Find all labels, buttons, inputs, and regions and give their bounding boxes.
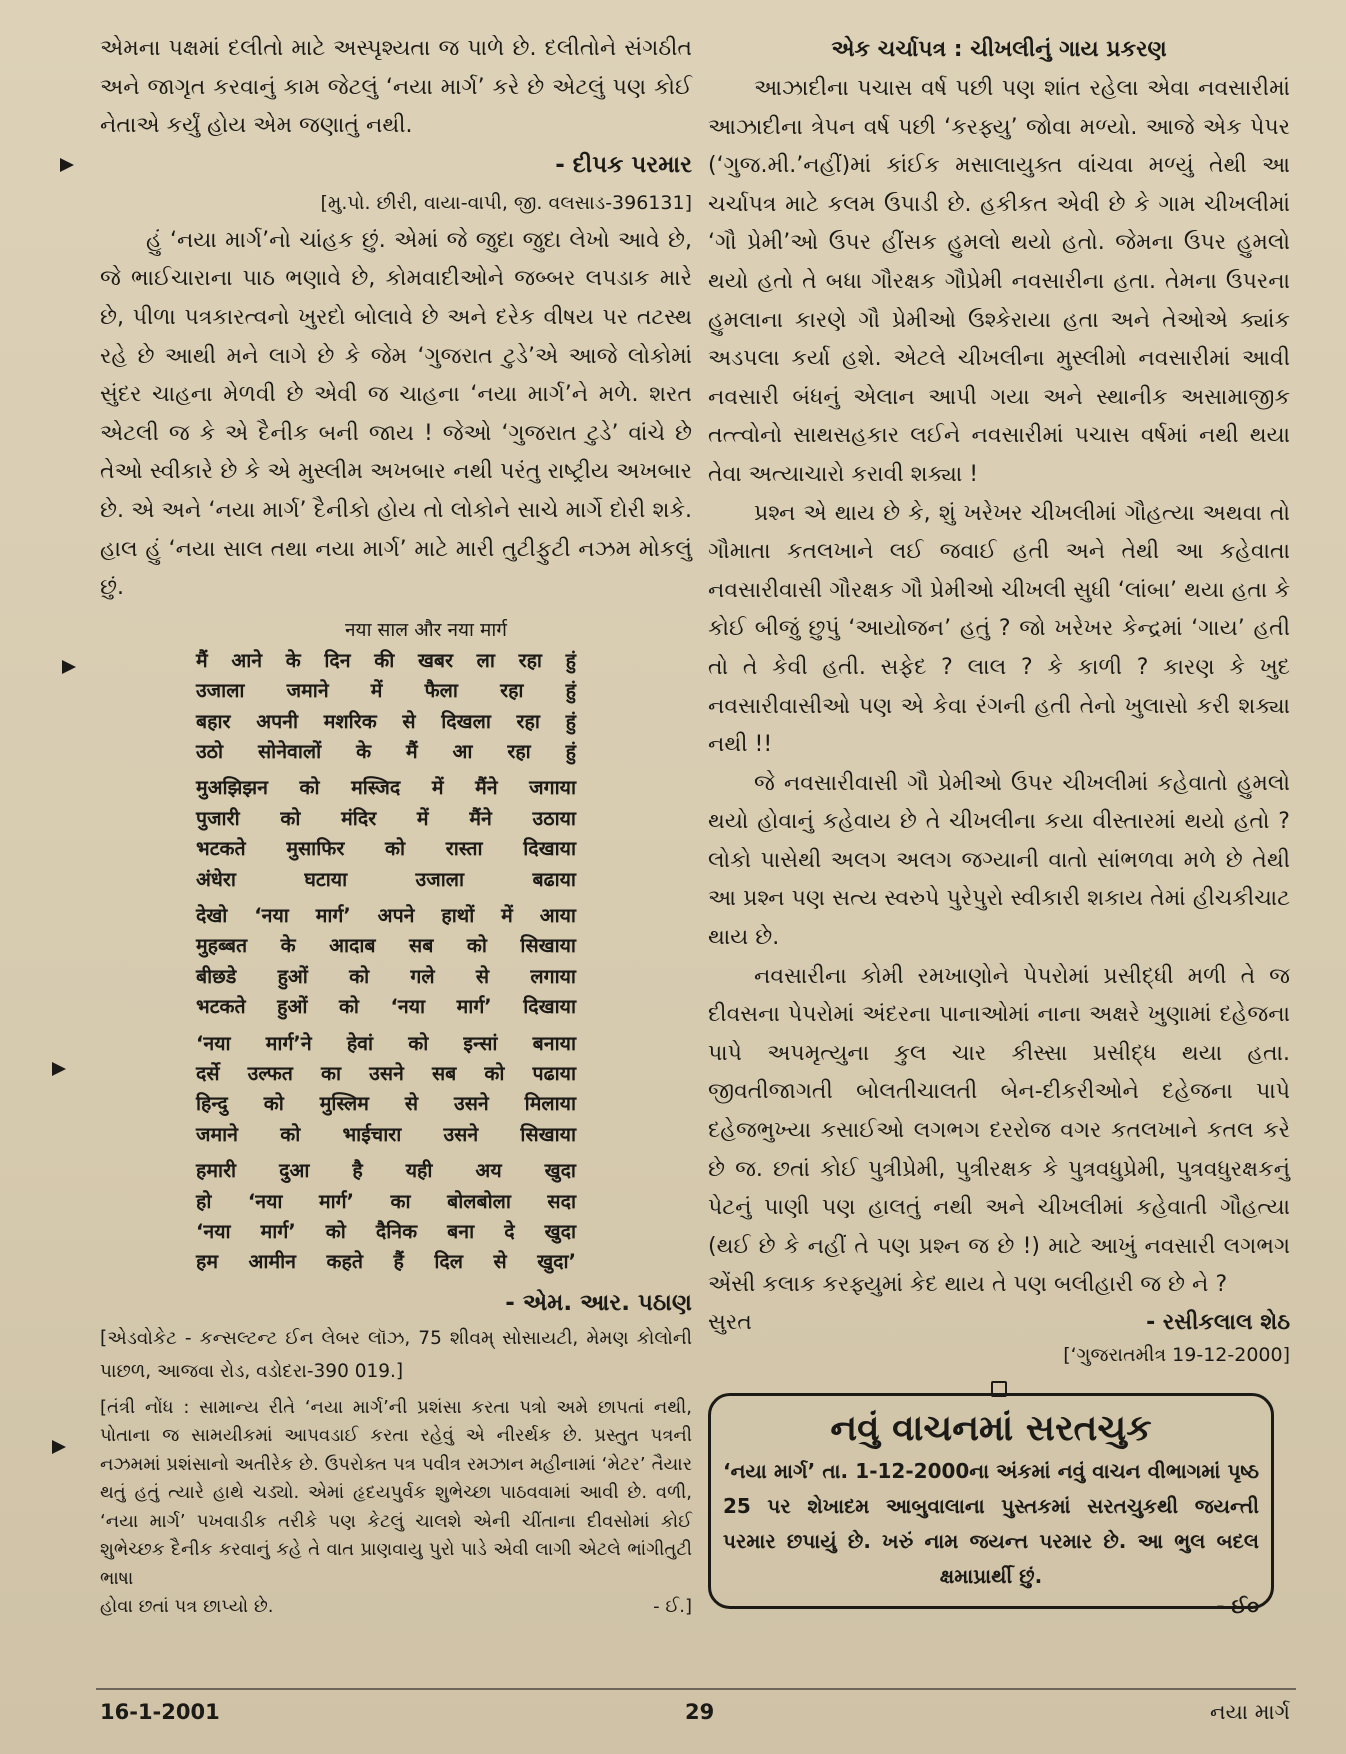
poem-stanza	[196, 773, 576, 895]
poem-line: जमाने को भाईचारा उसने सिखाया	[196, 1122, 576, 1146]
poem-stanza	[196, 901, 576, 1023]
poem-line: हिन्दु को मुस्लिम से उसने मिलाया	[196, 1092, 576, 1116]
bullet-arrow-icon	[52, 1440, 66, 1454]
bullet-arrow-icon	[60, 158, 74, 172]
article-paragraph: પ્રશ્ન એ થાય છે કે, શું ખરેખર ચીખલીમાં ગૌહત્યા અથવા તો ગૌમાતા કતલખાને લઈ જવાઈ હતી અને તેથી આ કહેવાતા નવસારીવાસી ગૌરક્ષક ગૌ પ્રેમીઓ ચીખલી સુધી ‘લાંબા’ થયા હતા કે કોઈ બીજું છુપું ‘આયોજન’ હતું ? જો ખરેખર કેન્દ્રમાં ‘ગાય’ હતી તો તે કેવી હતી. સફેદ ? લાલ ? કે કાળી ? કારણ કે ખુદ નવસારીવાસીઓ પણ એ કેવા રંગની હતી તેનો ખુલાસો કરી શક્યા નથી !!	[708, 500, 1290, 758]
poem-line: मैं आने के दिन की खबर ला रहा हुं	[196, 648, 576, 672]
editor-note-text: [તંત્રી નોંધ : સામાન્ય રીતે ‘નયા માર્ગ’ની પ્રશંસા કરતા પત્રો અમે છાપતાં નથી, પોતાના જ સામયીકમાં આપવડાઈ કરતા રહેવું એ નીરર્થક છે. પ્રસ્તુત પત્રની નઝમમાં પ્રશંસાનો અતીરેક છે. ઉપરોક્ત પત્ર પવીત્ર રમઝાન મહીનામાં ‘મેટર’ તૈયાર થતું હતું ત્યારે હાથે ચડ્યો. એમાં હૃદયપુર્વક શુભેચ્છા પાઠવવામાં આવી છે. વળી, ‘નયા માર્ગ’ પખવાડીક તરીકે પણ કેટલું ચાલશે એની ચીંતાના દીવસોમાં કોઈ શુભેચ્છક દૈનીક કરવાનું કહે તે વાત પ્રાણવાયુ પુરો પાડે એવી લાગી એટલે ભાંગીતુટી ભાષા	[100, 1396, 692, 1589]
article-paragraph: આઝાદીના પચાસ વર્ષ પછી પણ શાંત રહેલા એવા નવસારીમાં આઝાદીના ત્રેપન વર્ષ પછી ‘કરફ્યુ’ જોવા મળ્યો. આજે એક પેપર (‘ગુજ.મી.’નહીં)માં કાંઈક મસાલાયુક્ત વાંચવા મળ્યું તેથી આ ચર્ચાપત્ર માટે કલમ ઉપાડી છે. હકીકત એવી છે કે ગામ ચીખલીમાં ‘ગૌ પ્રેમી’ઓ ઉપર હીંસક હુમલો થયો હતો. જેમના ઉપર હુમલો થયો હતો તે બધા ગૌરક્ષક ગૌપ્રેમી નવસારીના હતા. તેમના ઉપરના હુમલાના કારણે ગૌ પ્રેમીઓ ઉશ્કેરાયા હતા અને તેઓએ ક્યાંક અડપલા કર્યા હશે. એટલે ચીખલીના મુસ્લીમો નવસારીમાં આવી નવસારી બંધનું એલાન આપી ગયા અને સ્થાનીક અસામાજીક તત્ત્વોનો સાથસહકાર લઈને નવસારીમાં પચાસ વર્ષમાં નથી થયા તેવા અત્યાચારો કરાવી શક્યા !	[708, 76, 1290, 487]
right-column	[708, 30, 1290, 1397]
poem-line: ‘नया मार्ग’ने हेवां को इन्सां बनाया	[196, 1031, 576, 1055]
poem-line: ‘नया मार्ग’ को दैनिक बना दे खुदा	[196, 1220, 576, 1244]
poem-line: बीछडे हुओं को गले से लगाया	[196, 964, 576, 988]
poem-line: मुअझिझन को मस्जिद में मैंने जगाया	[196, 776, 576, 800]
footer-divider	[96, 1688, 1296, 1690]
poem-line: बहार अपनी मशरिक से दिखला रहा हुं	[196, 709, 576, 733]
left-column	[100, 30, 692, 1622]
poem-line: हमारी दुआ है यही अय खुदा	[196, 1159, 576, 1183]
notice-body: ‘નયા માર્ગ’ તા. 1-12-2000ના અંકમાં નવું વાચન વીભાગમાં પૃષ્ઠ 25 પર શેખાદમ આબુવાલાના પુસ્તકમાં સરતચુકથી જયન્તી પરમાર છપાયું છે. ખરું નામ જયન્ત પરમાર છે. આ ભુલ બદલ ક્ષમાપ્રાર્થી છું.	[723, 1459, 1259, 1588]
editor-note-end	[100, 1593, 692, 1622]
article-paragraph: જે નવસારીવાસી ગૌ પ્રેમીઓ ઉપર ચીખલીમાં કહેવાતો હુમલો થયો હોવાનું કહેવાય છે તે ચીખલીના કયા વીસ્તારમાં થયો હતો ? લોકો પાસેથી અલગ અલગ જગ્યાની વાતો સાંભળવા મળે છે તેથી આ પ્રશ્ન પણ સત્ય સ્વરુપે પુરેપુરો સ્વીકારી શકાય તેમાં હીચકીચાટ થાય છે.	[708, 770, 1290, 951]
signature-line	[708, 1305, 1290, 1341]
bullet-arrow-icon	[52, 1062, 66, 1076]
signature-pathan: - એમ. આર. પઠાણ	[505, 1289, 692, 1316]
notice-title: નવું વાચનમાં સરતચુક	[830, 1408, 1152, 1449]
address-deepak: [મુ.પો. છીરી, વાયા-વાપી, જી. વલસાડ-396131]	[320, 191, 692, 214]
city-name: સુરત	[708, 1310, 752, 1335]
notice-signature: - ઈ૦	[1216, 1594, 1259, 1618]
poem-line: भटकते मुसाफिर को रास्ता दिखाया	[196, 837, 576, 861]
poem-line: पुजारी को मंदिर में मैंने उठाया	[196, 806, 576, 830]
letter-pathan: હું ‘નયા માર્ગ’નો ચાંહક છું. એમાં જે જુદા જુદા લેખો આવે છે, જે ભાઈચારાના પાઠ ભણાવે છે, કોમવાદીઓને જબ્બર લપડાક મારે છે, પીળા પત્રકારત્વનો ખુરદો બોલાવે છે અને દરેક વીષય પર તટસ્થ રહે છે આથી મને લાગે છે કે જેમ ‘ગુજરાત ટુડે’એ આજે લોકોમાં સુંદર ચાહના મેળવી છે એવી જ ચાહના ‘નયા માર્ગ’ને મળે. શરત એટલી જ કે એ દૈનીક બની જાય ! જેઓ ‘ગુજરાત ટુડે’ વાંચે છે તેઓ સ્વીકારે છે કે એ મુસ્લીમ અખબાર નથી પરંતુ રાષ્ટ્રીય અખબાર છે. એ અને ‘નયા માર્ગ’ દૈનીકો હોય તો લોકોને સાચે માર્ગે દોરી શકે. હાલ હું ‘નયા સાલ તથા નયા માર્ગ’ માટે મારી તુટીફુટી નઝમ મોકલું છું.	[100, 227, 692, 601]
poem-line: भटकते हुओं को ‘नया मार्ग’ दिखाया	[196, 995, 576, 1019]
poem-line: हो ‘नया मार्ग’ का बोलबोला सदा	[196, 1189, 576, 1213]
signature-deepak: - દીપક પરમાર	[555, 151, 692, 178]
poem-stanza	[196, 646, 576, 768]
letter-continuation: એમના પક્ષમાં દલીતો માટે અસ્પૃશ્યતા જ પાળે છે. દલીતોને સંગઠીત અને જાગૃત કરવાનું કામ જેટલું ‘નયા માર્ગ’ કરે છે એટલું પણ કોઈ નેતાએ કર્યું હોય એમ જણાતું નથી.	[100, 36, 692, 139]
poem-line: मुहब्बत के आदाब सब को सिखाया	[196, 934, 576, 958]
address-pathan: [એડવોકેટ - કન્સલ્ટન્ટ ઈન લેબર લૉઝ, 75 શીવમ્ સોસાયટી, મેમણ કોલોની પાછળ, આજવા રોડ, વડોદરા-390 019.]	[100, 1327, 692, 1382]
signature-rasiklal: - રસીકલાલ શેઠ	[1146, 1310, 1290, 1335]
poem-line: उजाला जमाने में फैला रहा हुं	[196, 679, 576, 703]
poem-line: अंधेरा घटाया उजाला बढाया	[196, 867, 576, 891]
bullet-arrow-icon	[62, 660, 76, 674]
poem	[196, 646, 576, 1278]
footer-date: 16-1-2001	[100, 1700, 220, 1724]
editor-note-signature: - ઈ.]	[653, 1596, 692, 1618]
poem-line: दर्से उल्फत का उसने सब को पढाया	[196, 1062, 576, 1085]
poem-line: उठो सोनेवालों के मैं आ रहा हुं	[196, 739, 576, 763]
poem-title: नया साल और नया मार्ग	[345, 618, 507, 641]
poem-line: देखो ‘नया मार्ग’ अपने हाथों में आया	[196, 903, 576, 927]
poem-stanza	[196, 1156, 576, 1278]
source-citation: [‘ગુજરાતમીત્ર 19-12-2000]	[1063, 1344, 1290, 1366]
editor-note-last-line: હોવા છતાં પત્ર છાપ્યો છે.	[100, 1596, 274, 1618]
poem-line: हम आमीन कहते हैं दिल से खुदा’	[196, 1250, 576, 1274]
article-paragraph: નવસારીના કોમી રમખાણોને પેપરોમાં પ્રસીદ્ધી મળી તે જ દીવસના પેપરોમાં અંદરના પાનાઓમાં નાના અક્ષરે ખુણામાં દહેજના પાપે અપમૃત્યુના કુલ ચાર કીસ્સા પ્રસીદ્ધ થયા હતા. જીવતીજાગતી બોલતીચાલતી બેન-દીકરીઓને દહેજના પાપે દહેજભુખ્યા કસાઈઓ લગભગ દરરોજ વગર કતલખાને કતલ કરે છે જ. છતાં કોઈ પુત્રીપ્રેમી, પુત્રીરક્ષક કે પુત્રવધુપ્રેમી, પુત્રવધુરક્ષકનું પેટનું પાણી પણ હાલતું નથી અને ચીખલીમાં કહેવાતી ગૌહત્યા (થઈ છે કે નહીં તે પણ પ્રશ્ન જ છે !) માટે આખું નવસારી લગભગ એંસી કલાક કરફ્યુમાં કેદ થાય તે પણ બલીહારી જ છે ને ?	[708, 963, 1290, 1298]
editor-note	[100, 1394, 692, 1622]
article-heading: એક ચર્ચાપત્ર : ચીખલીનું ગાય પ્રકરણ	[831, 37, 1167, 62]
poem-stanza	[196, 1029, 576, 1151]
page-footer	[100, 1700, 1290, 1734]
correction-notice-box	[708, 1393, 1274, 1618]
page-number: 29	[685, 1700, 715, 1724]
publication-name: નયા માર્ગ	[1210, 1700, 1290, 1724]
